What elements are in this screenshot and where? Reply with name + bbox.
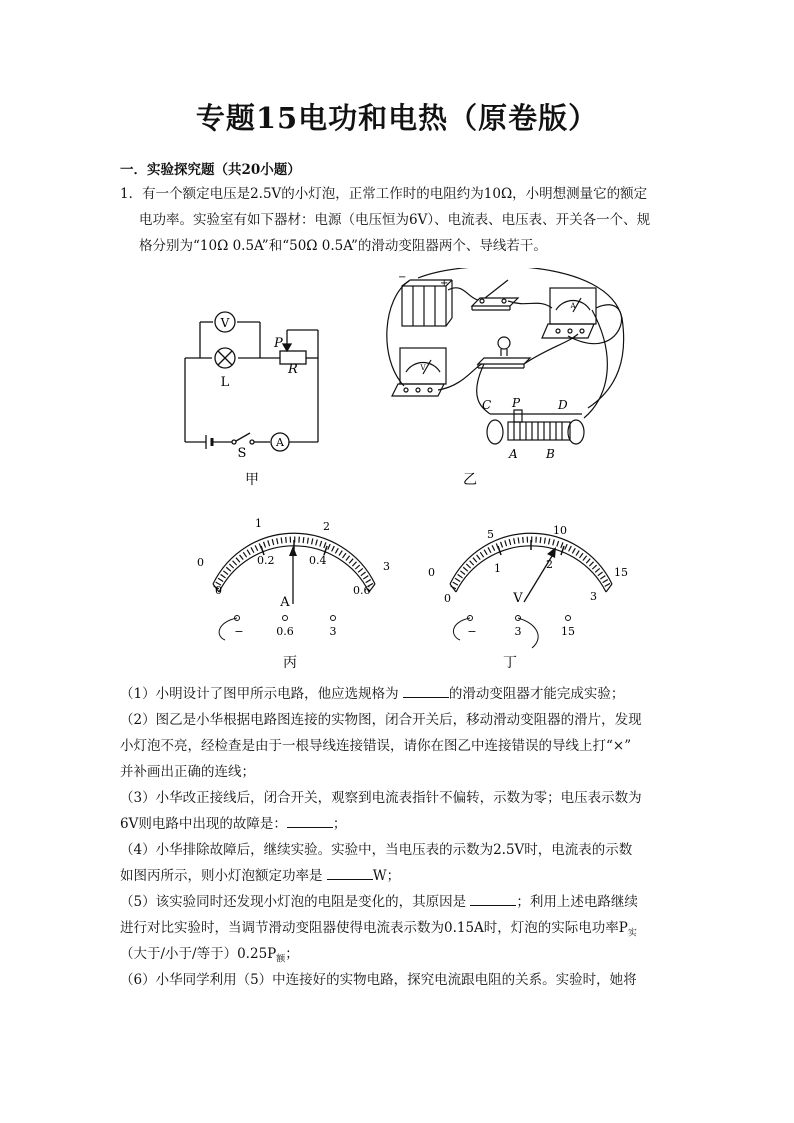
terminal-label: 3 bbox=[514, 625, 522, 638]
bottom-tick-label: 0 bbox=[215, 584, 222, 597]
top-tick-label: 0 bbox=[428, 566, 435, 579]
text: 的滑动变阻器才能完成实验； bbox=[448, 686, 625, 702]
stem-line: 格分别为“10Ω 0.5A”和“50Ω 0.5A”的滑动变阻器两个、导线若干。 bbox=[139, 238, 547, 254]
sub-question-3-cont bbox=[120, 811, 680, 837]
slider-p-label: P bbox=[512, 396, 521, 410]
sub-question-4: （4）小华排除故障后，继续实验。实验中，当电压表的示数为2.5V时，电流表的示数 bbox=[120, 842, 633, 858]
switch-label: S bbox=[237, 446, 247, 461]
dial-unit-label: A bbox=[280, 595, 290, 610]
sub-questions bbox=[120, 681, 680, 993]
text: W； bbox=[372, 868, 401, 884]
figure-jia-caption: 甲 bbox=[245, 472, 259, 488]
sub-question-4-cont bbox=[120, 863, 680, 889]
top-tick-label: 15 bbox=[614, 566, 628, 579]
figure-ding-voltmeter-dial bbox=[420, 512, 640, 672]
bottom-tick-label: 1 bbox=[494, 562, 501, 575]
figure-ding-caption: 丁 bbox=[503, 655, 517, 671]
text: ； bbox=[285, 946, 299, 962]
subscript: 额 bbox=[276, 954, 286, 965]
terminal-label: 0.6 bbox=[276, 625, 294, 638]
bottom-tick-label: 0.4 bbox=[309, 554, 327, 567]
figure-bing-caption: 丙 bbox=[283, 655, 297, 671]
figure-bing-ammeter-dial bbox=[185, 512, 395, 672]
text: 如图丙所示，则小灯泡额定功率是 bbox=[120, 868, 323, 884]
bottom-tick-label: 2 bbox=[546, 558, 553, 571]
terminal-a-label: A bbox=[509, 447, 518, 461]
terminal-c-label: C bbox=[482, 398, 492, 412]
figure-jia-circuit bbox=[170, 300, 340, 495]
voltmeter-symbol-label: V bbox=[220, 316, 230, 330]
text: （5）该实验同时还发现小灯泡的电阻是变化的，其原因是 bbox=[120, 894, 467, 910]
top-tick-label: 0 bbox=[197, 556, 204, 569]
sub-question-2: （2）图乙是小华根据电路图连接的实物图，闭合开关后，移动滑动变阻器的滑片，发现 bbox=[120, 712, 642, 728]
section-heading: 一．实验探究题（共20小题） bbox=[120, 162, 301, 178]
text: 6V则电路中出现的故障是： bbox=[120, 816, 287, 832]
text: 进行对比实验时，当调节滑动变阻器使得电流表示数为0.15A时，灯泡的实际电功率P bbox=[120, 920, 628, 936]
dial-unit-label: V bbox=[513, 591, 523, 606]
text: （1）小明设计了图甲所示电路，他应选规格为 bbox=[120, 686, 399, 702]
text: （大于/小于/等于）0.25P bbox=[120, 946, 277, 962]
terminal-label: 15 bbox=[561, 625, 575, 638]
sub-question-1 bbox=[120, 681, 680, 707]
sub-question-6: （6）小华同学利用（5）中连接好的实物电路，探究电流跟电阻的关系。实验时，她将 bbox=[120, 972, 637, 988]
sub-question-5 bbox=[120, 889, 680, 915]
battery-negative-label: − bbox=[398, 272, 407, 283]
terminal-label: 3 bbox=[329, 625, 337, 638]
stem-line: 1．有一个额定电压是2.5V的小灯泡，正常工作时的电阻约为10Ω，小明想测量它的额定 bbox=[120, 186, 648, 202]
figure-yi-physical-circuit bbox=[378, 268, 633, 490]
figure-yi-caption: 乙 bbox=[463, 472, 477, 488]
top-tick-label: 3 bbox=[383, 560, 390, 573]
sub-question-5-cont bbox=[120, 915, 680, 941]
sub-question-2-cont: 并补画出正确的连线； bbox=[120, 764, 255, 780]
rheostat-label: R bbox=[288, 362, 298, 377]
lamp-label: L bbox=[220, 375, 230, 390]
voltmeter-face-label: V bbox=[420, 364, 426, 372]
text: ； bbox=[332, 816, 347, 832]
sub-question-3: （3）小华改正接线后，闭合开关，观察到电流表指针不偏转，示数为零；电压表示数为 bbox=[120, 790, 642, 806]
page-title: 专题15电功和电热（原卷版） bbox=[195, 101, 599, 135]
ammeter-face-label: A bbox=[570, 302, 576, 310]
slider-label: P bbox=[274, 336, 283, 351]
ammeter-symbol-label: A bbox=[276, 436, 284, 449]
text: ；利用上述电路继续 bbox=[516, 894, 638, 910]
terminal-d-label: D bbox=[558, 398, 568, 412]
top-tick-label: 5 bbox=[487, 528, 494, 541]
battery-positive-label: + bbox=[440, 278, 449, 289]
answer-blank[interactable] bbox=[327, 865, 373, 880]
answer-blank[interactable] bbox=[287, 813, 333, 828]
terminal-label: − bbox=[234, 625, 244, 638]
top-tick-label: 2 bbox=[323, 520, 330, 533]
question-1-stem bbox=[120, 181, 680, 259]
subscript: 实 bbox=[627, 928, 637, 939]
bottom-tick-label: 0.2 bbox=[257, 554, 275, 567]
top-tick-label: 10 bbox=[553, 524, 567, 537]
terminal-label: − bbox=[467, 625, 477, 638]
bottom-tick-label: 0.6 bbox=[353, 584, 371, 597]
terminal-b-label: B bbox=[546, 447, 555, 461]
answer-blank[interactable] bbox=[470, 891, 516, 906]
bottom-tick-label: 3 bbox=[590, 590, 597, 603]
bottom-tick-label: 0 bbox=[444, 592, 451, 605]
sub-question-5-cont bbox=[120, 941, 680, 967]
top-tick-label: 1 bbox=[255, 517, 262, 530]
stem-line: 电功率。实验室有如下器材：电源（电压恒为6V）、电流表、电压表、开关各一个、规 bbox=[139, 212, 651, 228]
answer-blank[interactable] bbox=[403, 683, 449, 698]
sub-question-2-cont: 小灯泡不亮，经检查是由于一根导线连接错误，请你在图乙中连接错误的导线上打“×” bbox=[120, 738, 632, 754]
